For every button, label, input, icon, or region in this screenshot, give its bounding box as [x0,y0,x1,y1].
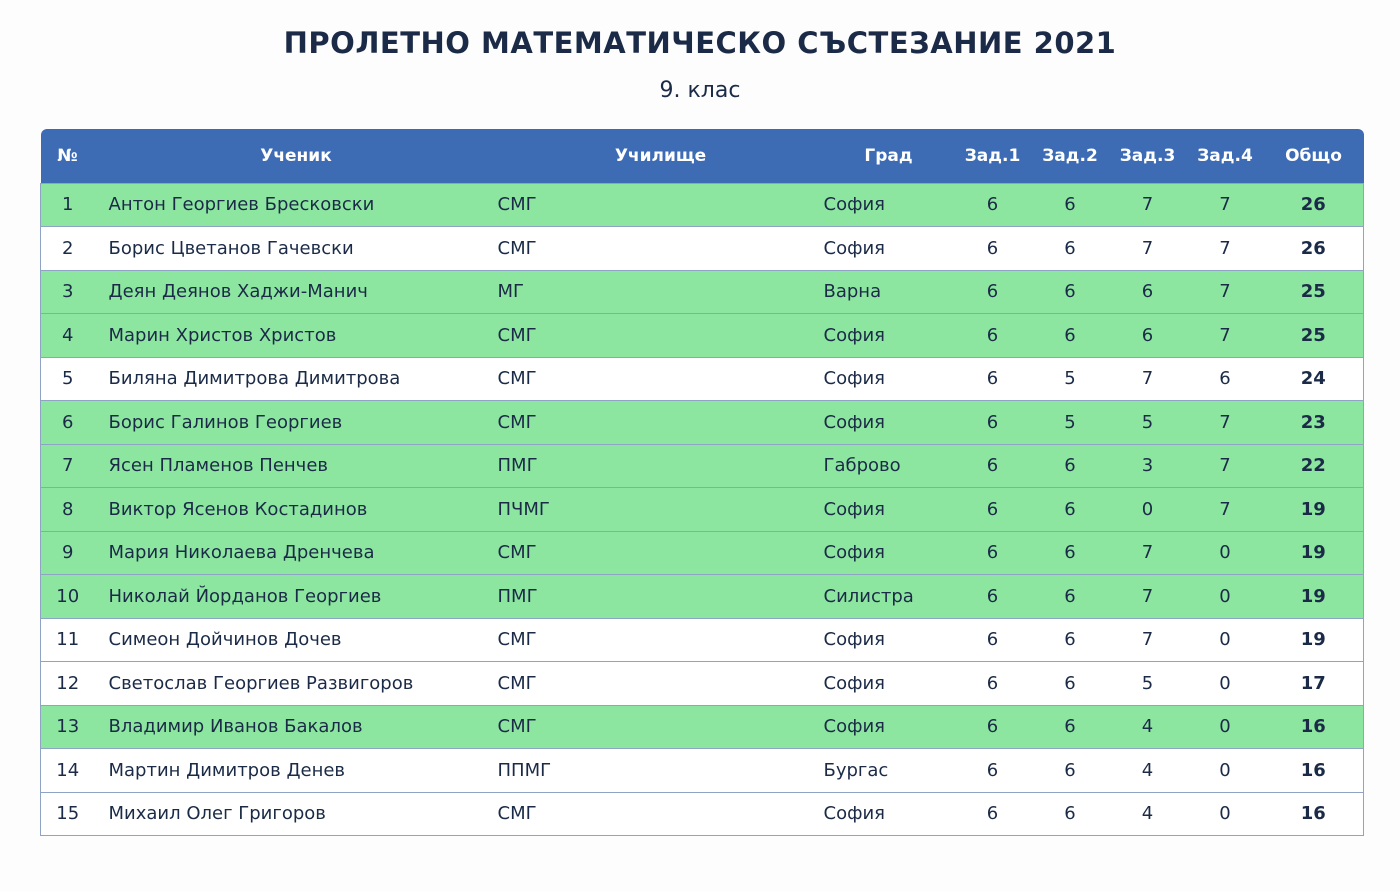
rank-cell: 12 [41,662,95,706]
task-4-score-cell: 0 [1187,662,1264,706]
rank-cell: 2 [41,227,95,271]
task-1-score-cell: 6 [954,401,1032,445]
total-score-cell: 19 [1264,618,1364,662]
page-subtitle: 9. клас [659,78,741,103]
total-score-cell: 22 [1264,444,1364,488]
rank-cell: 14 [41,749,95,793]
header-number[interactable]: № [41,129,95,183]
task-2-score-cell: 6 [1032,183,1109,227]
task-1-score-cell: 6 [954,314,1032,358]
task-4-score-cell: 0 [1187,531,1264,575]
task-1-score-cell: 6 [954,575,1032,619]
school-cell: ПЧМГ [498,488,824,532]
task-2-score-cell: 5 [1032,401,1109,445]
task-2-score-cell: 6 [1032,531,1109,575]
total-score-cell: 19 [1264,575,1364,619]
task-1-score-cell: 6 [954,357,1032,401]
table-row[interactable] [41,227,1364,271]
student-name-cell: Ясен Пламенов Пенчев [95,444,498,488]
student-name-cell: Деян Деянов Хаджи-Манич [95,270,498,314]
task-1-score-cell: 6 [954,183,1032,227]
task-1-score-cell: 6 [954,662,1032,706]
city-cell: София [824,618,954,662]
rank-cell: 6 [41,401,95,445]
student-name-cell: Борис Цветанов Гачевски [95,227,498,271]
city-cell: София [824,705,954,749]
task-2-score-cell: 6 [1032,488,1109,532]
task-1-score-cell: 6 [954,618,1032,662]
total-score-cell: 19 [1264,531,1364,575]
task-4-score-cell: 6 [1187,357,1264,401]
task-1-score-cell: 6 [954,270,1032,314]
table-row[interactable] [41,575,1364,619]
total-score-cell: 24 [1264,357,1364,401]
city-cell: Силистра [824,575,954,619]
task-3-score-cell: 7 [1109,357,1187,401]
header-city[interactable]: Град [824,129,954,183]
task-4-score-cell: 0 [1187,618,1264,662]
student-name-cell: Светослав Георгиев Развигоров [95,662,498,706]
total-score-cell: 23 [1264,401,1364,445]
table-row[interactable] [41,618,1364,662]
task-4-score-cell: 0 [1187,792,1264,836]
task-2-score-cell: 6 [1032,314,1109,358]
total-score-cell: 16 [1264,705,1364,749]
total-score-cell: 25 [1264,314,1364,358]
city-cell: София [824,357,954,401]
results-table [40,129,1364,836]
rank-cell: 8 [41,488,95,532]
task-3-score-cell: 4 [1109,705,1187,749]
table-row[interactable] [41,401,1364,445]
school-cell: СМГ [498,401,824,445]
table-header-row [41,129,1364,183]
school-cell: ППМГ [498,749,824,793]
rank-cell: 10 [41,575,95,619]
table-row[interactable] [41,183,1364,227]
task-4-score-cell: 7 [1187,444,1264,488]
table-body [41,183,1364,836]
city-cell: София [824,531,954,575]
header-task-1[interactable]: Зад.1 [954,129,1032,183]
student-name-cell: Антон Георгиев Бресковски [95,183,498,227]
task-3-score-cell: 6 [1109,270,1187,314]
table-row[interactable] [41,662,1364,706]
city-cell: София [824,227,954,271]
rank-cell: 4 [41,314,95,358]
student-name-cell: Виктор Ясенов Костадинов [95,488,498,532]
total-score-cell: 26 [1264,183,1364,227]
task-3-score-cell: 7 [1109,183,1187,227]
task-4-score-cell: 7 [1187,183,1264,227]
city-cell: София [824,488,954,532]
task-2-score-cell: 6 [1032,575,1109,619]
task-3-score-cell: 5 [1109,401,1187,445]
header-student[interactable]: Ученик [95,129,498,183]
task-3-score-cell: 0 [1109,488,1187,532]
school-cell: ПМГ [498,444,824,488]
rank-cell: 3 [41,270,95,314]
school-cell: СМГ [498,357,824,401]
task-2-score-cell: 6 [1032,662,1109,706]
task-1-score-cell: 6 [954,705,1032,749]
task-4-score-cell: 7 [1187,270,1264,314]
table-row[interactable] [41,749,1364,793]
city-cell: Бургас [824,749,954,793]
results-table-container [40,129,1363,836]
city-cell: Варна [824,270,954,314]
task-2-score-cell: 6 [1032,705,1109,749]
table-row[interactable] [41,314,1364,358]
student-name-cell: Марин Христов Христов [95,314,498,358]
task-4-score-cell: 0 [1187,575,1264,619]
task-3-score-cell: 7 [1109,575,1187,619]
table-row[interactable] [41,705,1364,749]
header-task-2[interactable]: Зад.2 [1032,129,1109,183]
header-task-3[interactable]: Зад.3 [1109,129,1187,183]
task-4-score-cell: 7 [1187,314,1264,358]
school-cell: СМГ [498,662,824,706]
task-3-score-cell: 6 [1109,314,1187,358]
rank-cell: 9 [41,531,95,575]
school-cell: СМГ [498,705,824,749]
school-cell: СМГ [498,183,824,227]
student-name-cell: Мартин Димитров Денев [95,749,498,793]
student-name-cell: Борис Галинов Георгиев [95,401,498,445]
task-2-score-cell: 5 [1032,357,1109,401]
city-cell: София [824,792,954,836]
task-3-score-cell: 7 [1109,227,1187,271]
rank-cell: 13 [41,705,95,749]
task-1-score-cell: 6 [954,488,1032,532]
task-2-score-cell: 6 [1032,618,1109,662]
school-cell: СМГ [498,531,824,575]
student-name-cell: Михаил Олег Григоров [95,792,498,836]
school-cell: СМГ [498,227,824,271]
rank-cell: 5 [41,357,95,401]
header-total[interactable]: Общо [1264,129,1364,183]
student-name-cell: Николай Йорданов Георгиев [95,575,498,619]
rank-cell: 11 [41,618,95,662]
total-score-cell: 16 [1264,749,1364,793]
task-2-score-cell: 6 [1032,792,1109,836]
school-cell: ПМГ [498,575,824,619]
city-cell: София [824,401,954,445]
page-title: ПРОЛЕТНО МАТЕМАТИЧЕСКО СЪСТЕЗАНИЕ 2021 [283,26,1117,60]
rank-cell: 1 [41,183,95,227]
school-cell: МГ [498,270,824,314]
task-2-score-cell: 6 [1032,227,1109,271]
student-name-cell: Биляна Димитрова Димитрова [95,357,498,401]
total-score-cell: 26 [1264,227,1364,271]
rank-cell: 15 [41,792,95,836]
task-1-score-cell: 6 [954,792,1032,836]
task-4-score-cell: 7 [1187,401,1264,445]
task-1-score-cell: 6 [954,444,1032,488]
task-2-score-cell: 6 [1032,749,1109,793]
task-3-score-cell: 7 [1109,531,1187,575]
task-2-score-cell: 6 [1032,270,1109,314]
table-row[interactable] [41,488,1364,532]
total-score-cell: 17 [1264,662,1364,706]
city-cell: София [824,183,954,227]
city-cell: Габрово [824,444,954,488]
school-cell: СМГ [498,618,824,662]
table-row[interactable] [41,357,1364,401]
task-2-score-cell: 6 [1032,444,1109,488]
total-score-cell: 16 [1264,792,1364,836]
task-1-score-cell: 6 [954,749,1032,793]
table-row[interactable] [41,270,1364,314]
total-score-cell: 25 [1264,270,1364,314]
task-4-score-cell: 0 [1187,749,1264,793]
header-task-4[interactable]: Зад.4 [1187,129,1264,183]
task-3-score-cell: 4 [1109,792,1187,836]
table-row[interactable] [41,444,1364,488]
task-3-score-cell: 5 [1109,662,1187,706]
school-cell: СМГ [498,314,824,358]
task-4-score-cell: 7 [1187,488,1264,532]
rank-cell: 7 [41,444,95,488]
header-school[interactable]: Училище [498,129,824,183]
school-cell: СМГ [498,792,824,836]
task-3-score-cell: 7 [1109,618,1187,662]
city-cell: София [824,662,954,706]
total-score-cell: 19 [1264,488,1364,532]
student-name-cell: Мария Николаева Дренчева [95,531,498,575]
city-cell: София [824,314,954,358]
task-4-score-cell: 0 [1187,705,1264,749]
task-3-score-cell: 3 [1109,444,1187,488]
student-name-cell: Владимир Иванов Бакалов [95,705,498,749]
table-row[interactable] [41,792,1364,836]
student-name-cell: Симеон Дойчинов Дочев [95,618,498,662]
task-1-score-cell: 6 [954,227,1032,271]
task-3-score-cell: 4 [1109,749,1187,793]
task-1-score-cell: 6 [954,531,1032,575]
table-row[interactable] [41,531,1364,575]
task-4-score-cell: 7 [1187,227,1264,271]
